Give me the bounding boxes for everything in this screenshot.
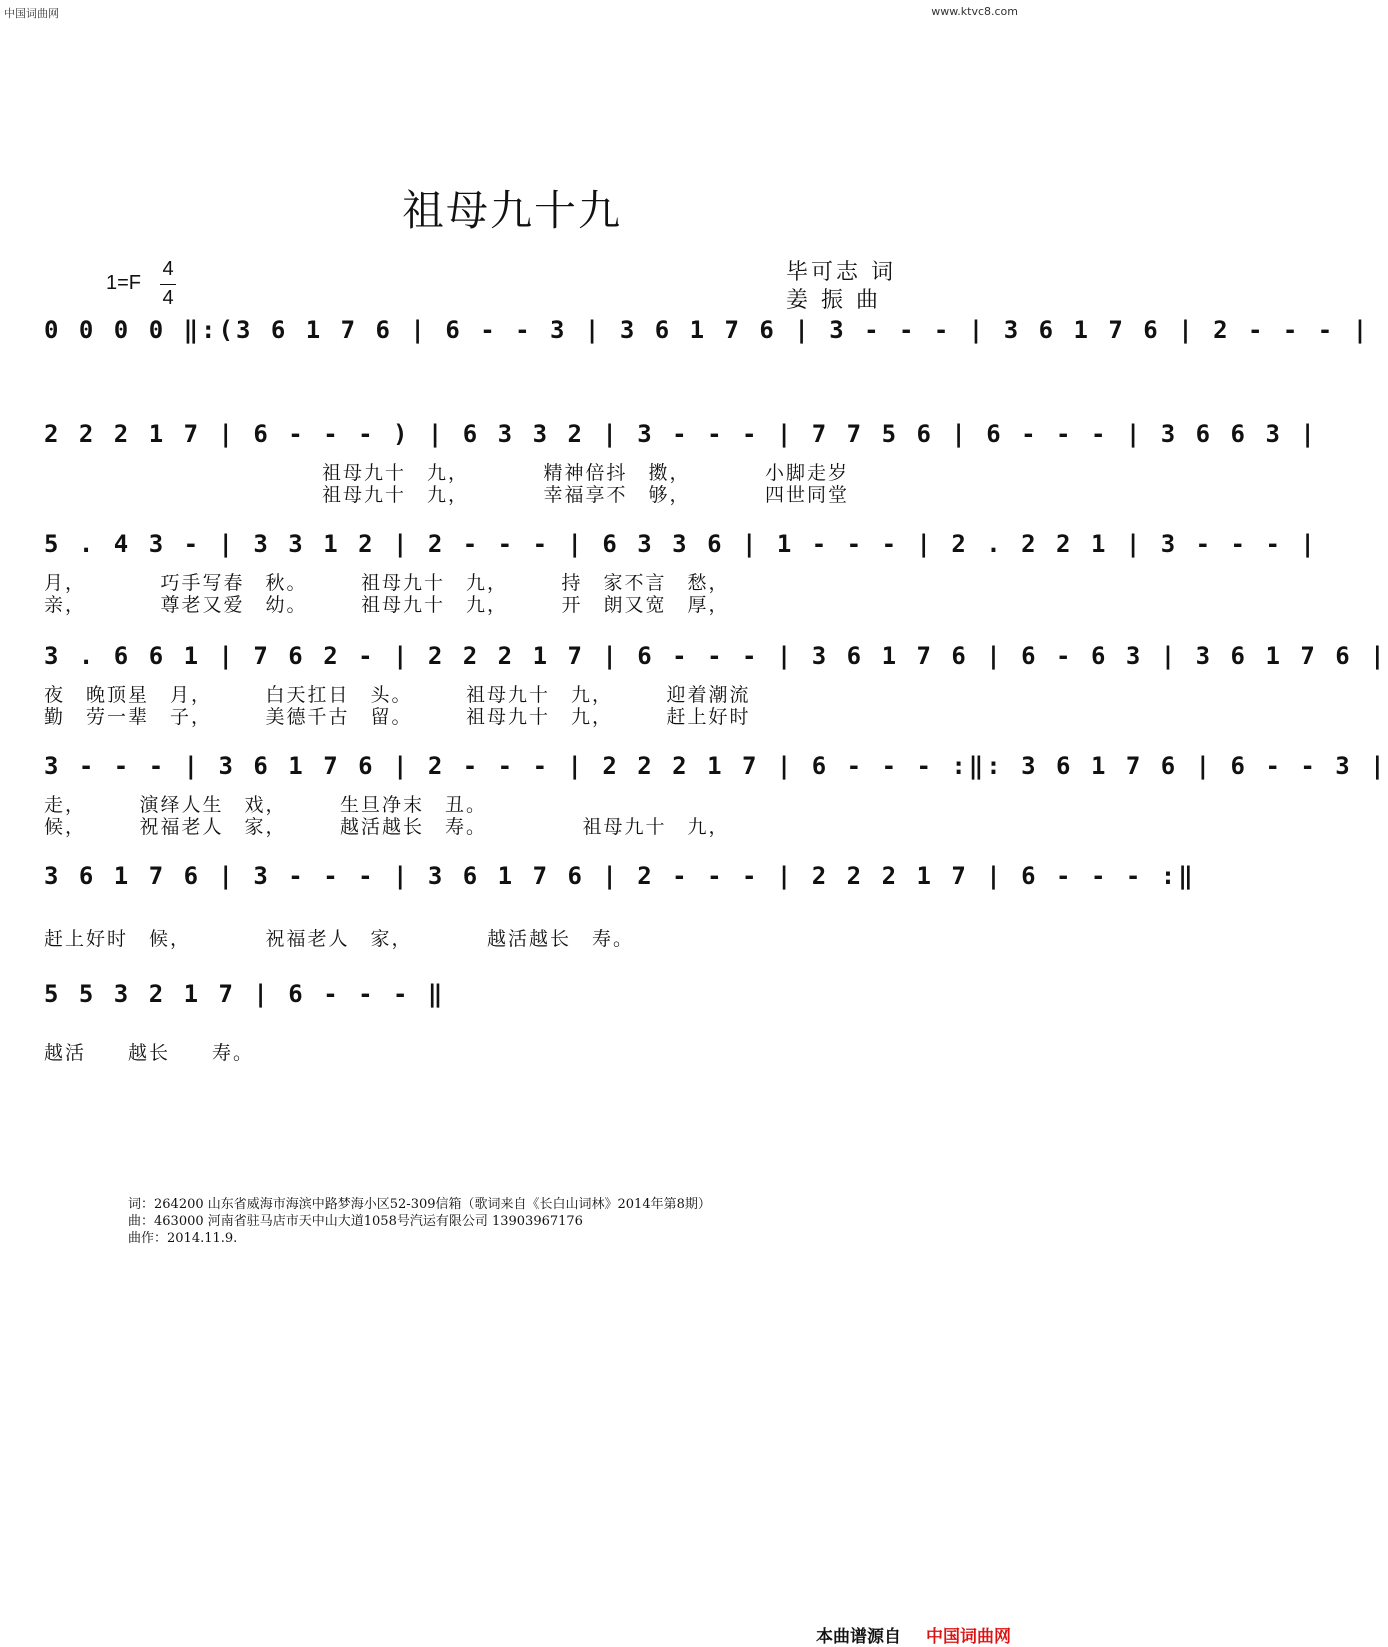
lyrics-line-2-verse-1: 祖母九十 九， 精神倍抖 擞， 小脚走岁 (322, 462, 850, 484)
footer-brand-logo: 中国词曲网 (926, 1627, 1011, 1647)
site-name-header: 中国词曲网 (4, 7, 59, 20)
key-signature: 1=F (106, 272, 142, 294)
song-title: 祖母九十九 (401, 186, 622, 235)
lyricist-credit: 毕可志 词 (786, 260, 896, 285)
score-line-5: 3 - - - | 3 6 1 7 6 | 2 - - - | 2 2 2 1 7 | 6 - - - :‖: 3 6 1 7 6 | 6 - - 3 | (44, 752, 1388, 780)
lyrics-line-7: 越活 越长 寿。 (44, 1042, 255, 1064)
composer-address-note: 曲：463000 河南省驻马店市天中山大道1058号汽运有限公司 13903967176 (128, 1214, 583, 1229)
lyrics-line-6: 赶上好时 候， 祝福老人 家， 越活越长 寿。 (44, 928, 635, 950)
lyrics-line-5-verse-2: 候， 祝福老人 家， 越活越长 寿。 祖母九十 九， (44, 816, 730, 838)
composition-date-note: 曲作：2014.11.9. (128, 1231, 238, 1246)
time-signature-bottom: 4 (162, 287, 174, 309)
score-line-2: 2 2 2 1 7 | 6 - - - ) | 6 3 3 2 | 3 - - - | 7 7 5 6 | 6 - - - | 3 6 6 3 | (44, 420, 1318, 448)
score-line-4: 3 . 6 6 1 | 7 6 2 - | 2 2 2 1 7 | 6 - - - | 3 6 1 7 6 | 6 - 6 3 | 3 6 1 7 6 | (44, 642, 1388, 670)
lyrics-line-3-verse-2: 亲， 尊老又爱 幼。 祖母九十 九， 开 朗又宽 厚， (44, 594, 730, 616)
time-signature-top: 4 (162, 258, 174, 280)
score-line-6: 3 6 1 7 6 | 3 - - - | 3 6 1 7 6 | 2 - - - | 2 2 2 1 7 | 6 - - - :‖ (44, 862, 1196, 890)
lyrics-line-3-verse-1: 月， 巧手写春 秋。 祖母九十 九， 持 家不言 愁， (44, 572, 730, 594)
score-line-1: 0 0 0 0 ‖:(3 6 1 7 6 | 6 - - 3 | 3 6 1 7 6 | 3 - - - | 3 6 1 7 6 | 2 - - - | (44, 316, 1371, 344)
footer-source-label: 本曲谱源自 (816, 1627, 901, 1647)
lyrics-line-2-verse-2: 祖母九十 九， 幸福享不 够， 四世同堂 (322, 484, 850, 506)
site-url-header: www.ktvc8.com (931, 5, 1018, 18)
composer-credit: 姜 振 曲 (786, 288, 881, 313)
lyrics-line-5-verse-1: 走， 演绎人生 戏， 生旦净末 丑。 (44, 794, 488, 816)
time-signature-divider (160, 284, 176, 285)
lyricist-address-note: 词：264200 山东省威海市海滨中路梦海小区52-309信箱（歌词来自《长白山词林》2014年第8期） (128, 1197, 711, 1212)
lyrics-line-4-verse-1: 夜 晚顶星 月， 白天扛日 头。 祖母九十 九， 迎着潮流 (44, 684, 751, 706)
lyrics-line-4-verse-2: 勤 劳一辈 子， 美德千古 留。 祖母九十 九， 赶上好时 (44, 706, 751, 728)
score-line-7: 5 5 3 2 1 7 | 6 - - - ‖ (44, 980, 446, 1008)
score-line-3: 5 . 4 3 - | 3 3 1 2 | 2 - - - | 6 3 3 6 | 1 - - - | 2 . 2 2 1 | 3 - - - | (44, 530, 1318, 558)
